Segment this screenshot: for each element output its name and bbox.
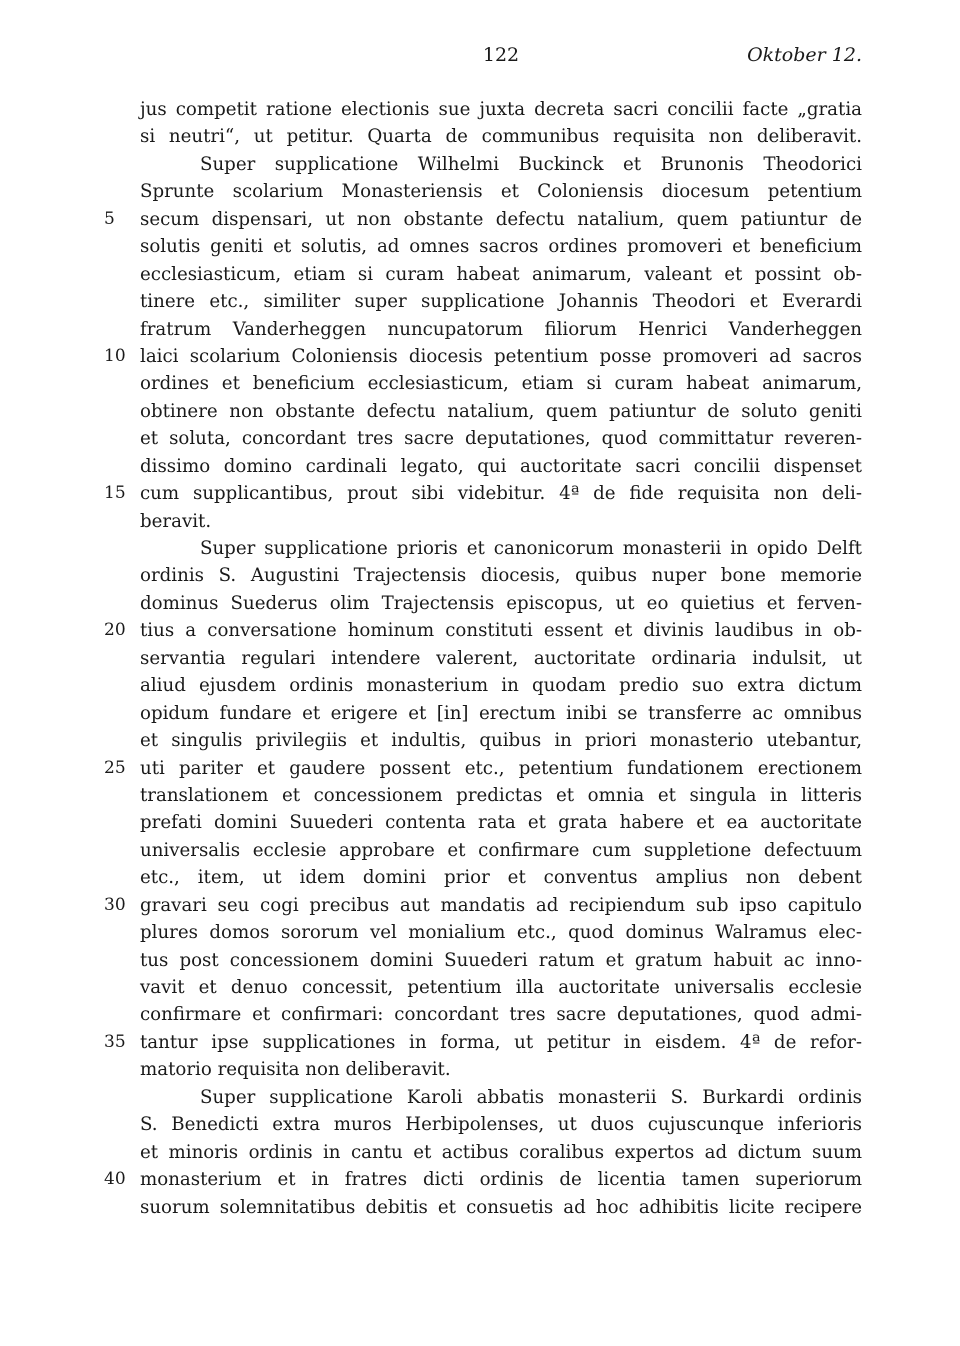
line-text: etc., item, ut idem domini prior et conventus amplius non debent: [140, 867, 862, 889]
line-number: 15: [104, 483, 126, 504]
text-line: [140, 508, 862, 535]
line-text: gravari seu cogi precibus aut mandatis ad recipiendum sub ipso capitulo: [140, 894, 862, 916]
line-text: translationem et concessionem predictas et omnia et singula in litteris: [140, 784, 862, 806]
text-line: [140, 425, 862, 452]
line-text: Sprunte scolarium Monasteriensis et Coloniensis diocesum petentium: [140, 181, 862, 203]
text-line: [104, 617, 862, 644]
running-head: Oktober 12.: [747, 44, 862, 66]
line-text: et soluta, concordant tres sacre deputationes, quod committatur reveren-: [140, 428, 862, 450]
text-line: [104, 755, 862, 782]
line-text: tinere etc., similiter super supplicatione Johannis Theodori et Everardi: [140, 291, 862, 313]
line-text: beravit.: [140, 510, 212, 532]
line-number: 20: [104, 620, 126, 641]
text-line: [140, 535, 862, 562]
text-line: [140, 398, 862, 425]
text-line: [104, 480, 862, 507]
line-number: 30: [104, 894, 126, 915]
text-line: [140, 1111, 862, 1138]
line-text: confirmare et confirmari: concordant tres sacre deputationes, quod admi-: [140, 1004, 862, 1026]
line-text: tius a conversatione hominum constituti essent et divinis laudibus in ob-: [140, 620, 862, 642]
text-line: [140, 1056, 862, 1083]
line-text: tantur ipse supplicationes in forma, ut petitur in eisdem. 4ª de refor-: [140, 1031, 862, 1053]
line-number: 5: [104, 208, 115, 229]
line-text: plures domos sororum vel monialium etc., quod dominus Walramus elec-: [140, 922, 862, 944]
text-line: [140, 453, 862, 480]
body-text: [104, 96, 862, 1221]
line-text: ecclesiasticum, etiam si curam habeat animarum, valeant et possint ob-: [140, 263, 862, 285]
line-text: jus competit ratione electionis sue juxta decreta sacri concilii facte „gratia: [140, 99, 862, 120]
text-line: [140, 672, 862, 699]
text-line: [140, 809, 862, 836]
text-line: [104, 1029, 862, 1056]
text-line: [140, 947, 862, 974]
text-line: [104, 343, 862, 370]
line-text: prefati domini Suuederi contenta rata et grata habere et ea auctoritate: [140, 812, 862, 834]
line-number: 25: [104, 757, 126, 778]
text-line: [140, 919, 862, 946]
line-text: Super supplicatione Wilhelmi Buckinck et Brunonis Theodorici: [200, 153, 862, 175]
text-line: [140, 96, 862, 123]
text-line: [104, 206, 862, 233]
line-text: monasterium et in fratres dicti ordinis de licentia tamen superiorum: [140, 1169, 862, 1191]
line-number: 10: [104, 345, 126, 366]
line-text: dissimo domino cardinali legato, qui auctoritate sacri concilii dispenset: [140, 455, 862, 477]
text-line: [140, 1194, 862, 1221]
page-header: [140, 44, 862, 78]
line-text: dominus Suederus olim Trajectensis episcopus, ut eo quietius et ferven-: [140, 592, 862, 614]
line-text: et singulis privilegiis et indultis, quibus in priori monasterio utebantur,: [140, 730, 862, 752]
line-text: obtinere non obstante defectu natalium, quem patiuntur de soluto geniti: [140, 400, 862, 422]
text-line: [104, 892, 862, 919]
text-line: [140, 782, 862, 809]
line-text: secum dispensari, ut non obstante defectu natalium, quem patiuntur de: [140, 208, 862, 230]
line-text: ordines et beneficium ecclesiasticum, etiam si curam habeat animarum,: [140, 373, 862, 395]
text-line: [140, 974, 862, 1001]
text-line: [140, 151, 862, 178]
text-line: [140, 1139, 862, 1166]
line-text: laici scolarium Coloniensis diocesis petentium posse promoveri ad sacros: [140, 345, 862, 367]
text-line: [140, 645, 862, 672]
line-text: uti pariter et gaudere possent etc., petentium fundationem erectionem: [140, 757, 862, 779]
text-line: [140, 123, 862, 150]
text-line: [140, 1084, 862, 1111]
text-line: [140, 590, 862, 617]
line-text: solutis geniti et solutis, ad omnes sacros ordines promoveri et beneficium: [140, 236, 862, 258]
text-line: [140, 837, 862, 864]
line-text: Super supplicatione Karoli abbatis monasterii S. Burkardi ordinis: [200, 1086, 862, 1108]
line-number: 40: [104, 1169, 126, 1190]
text-line: [140, 233, 862, 260]
text-line: [140, 864, 862, 891]
line-text: vavit et denuo concessit, petentium illa auctoritate universalis ecclesie: [140, 977, 862, 998]
text-line: [140, 261, 862, 288]
text-line: [140, 562, 862, 589]
text-line: [140, 370, 862, 397]
line-text: ordinis S. Augustini Trajectensis diocesis, quibus nuper bone memorie: [140, 565, 862, 587]
text-line: [104, 1166, 862, 1193]
line-text: fratrum Vanderheggen nuncupatorum filiorum Henrici Vanderheggen: [140, 318, 862, 340]
line-text: universalis ecclesie approbare et confirmare cum suppletione defectuum: [140, 839, 862, 861]
line-text: Super supplicatione prioris et canonicorum monasterii in opido Delft: [200, 538, 862, 559]
page-number: 122: [482, 44, 520, 66]
text-line: [140, 288, 862, 315]
line-text: opidum fundare et erigere et [in] erectum inibi se transferre ac omnibus: [140, 702, 862, 724]
text-line: [140, 1001, 862, 1028]
line-text: S. Benedicti extra muros Herbipolenses, ut duos cujuscunque inferioris: [140, 1114, 862, 1136]
line-text: aliud ejusdem ordinis monasterium in quodam predio suo extra dictum: [140, 675, 862, 697]
text-line: [140, 316, 862, 343]
line-number: 35: [104, 1031, 126, 1052]
line-text: cum supplicantibus, prout sibi videbitur. 4ª de fide requisita non deli-: [140, 483, 862, 505]
line-text: matorio requisita non deliberavit.: [140, 1059, 451, 1081]
line-text: tus post concessionem domini Suuederi ratum et gratum habuit ac inno-: [140, 949, 862, 971]
line-text: si neutri“, ut petitur. Quarta de communibus requisita non deliberavit.: [140, 126, 862, 148]
text-line: [140, 700, 862, 727]
line-text: et minoris ordinis in cantu et actibus coralibus expertos ad dictum suum: [140, 1141, 862, 1163]
text-line: [140, 178, 862, 205]
line-text: servantia regulari intendere valerent, auctoritate ordinaria indulsit, ut: [140, 647, 862, 669]
text-line: [140, 727, 862, 754]
line-text: suorum solemnitatibus debitis et consuetis ad hoc adhibitis licite recipere: [140, 1196, 862, 1218]
